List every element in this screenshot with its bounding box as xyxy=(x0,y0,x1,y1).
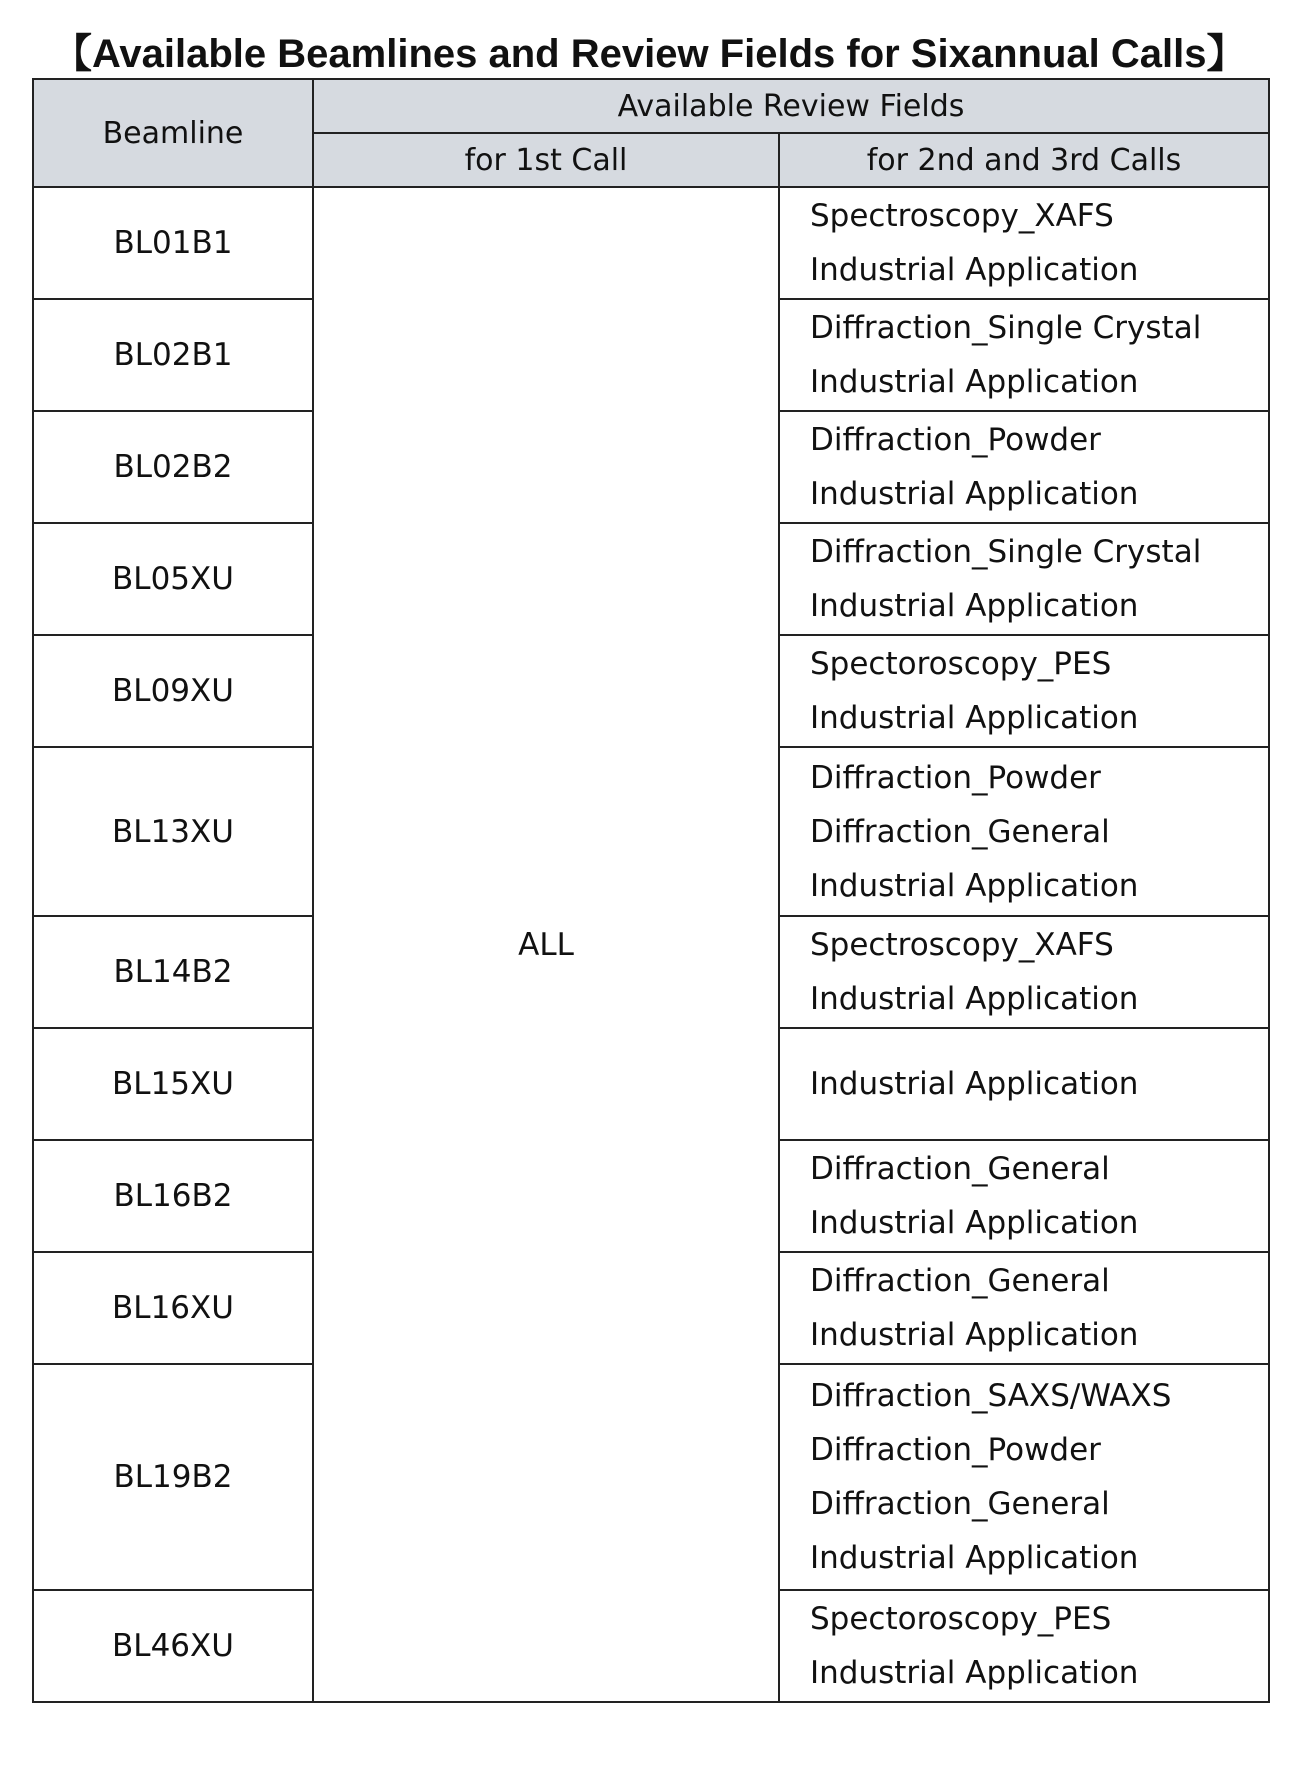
beamline-cell: BL02B1 xyxy=(33,299,313,411)
review-field: Diffraction_SAXS/WAXS xyxy=(810,1378,1172,1414)
header-available-review-fields: Available Review Fields xyxy=(313,79,1269,133)
review-field: Diffraction_General xyxy=(810,1486,1110,1522)
beamline-cell: BL15XU xyxy=(33,1028,313,1140)
review-field: Diffraction_Single Crystal xyxy=(810,534,1202,570)
review-field: Industrial Application xyxy=(810,1205,1139,1241)
review-field: Spectroscopy_XAFS xyxy=(810,927,1114,963)
review-field: Industrial Application xyxy=(810,364,1139,400)
beamline-cell: BL02B2 xyxy=(33,411,313,523)
beamline-cell: BL14B2 xyxy=(33,916,313,1028)
beamline-cell: BL16B2 xyxy=(33,1140,313,1252)
review-field: Diffraction_General xyxy=(810,1151,1110,1187)
page-title: 【Available Beamlines and Review Fields for Sixannual Calls】 xyxy=(52,32,1247,76)
review-fields-cell xyxy=(779,1140,1269,1252)
review-fields-cell xyxy=(779,299,1269,411)
beamline-cell: BL19B2 xyxy=(33,1364,313,1590)
review-field: Diffraction_General xyxy=(810,813,1110,850)
review-fields-cell xyxy=(779,916,1269,1028)
header-first-call: for 1st Call xyxy=(313,133,779,187)
review-field: Industrial Application xyxy=(810,476,1139,512)
review-field: Spectroscopy_XAFS xyxy=(810,198,1114,234)
review-field: Industrial Application xyxy=(810,1540,1139,1576)
review-fields-cell xyxy=(779,1364,1269,1590)
review-field: Industrial Application xyxy=(810,1066,1139,1102)
review-field: Diffraction_General xyxy=(810,1263,1110,1299)
beamline-cell: BL01B1 xyxy=(33,187,313,299)
review-field: Diffraction_Powder xyxy=(810,1432,1101,1468)
review-field: Industrial Application xyxy=(810,1655,1139,1691)
review-field: Spectoroscopy_PES xyxy=(810,646,1112,682)
review-field: Industrial Application xyxy=(810,867,1139,904)
review-field: Industrial Application xyxy=(810,252,1139,288)
table-row xyxy=(33,187,1269,299)
review-field: Industrial Application xyxy=(810,700,1139,736)
review-field: Spectoroscopy_PES xyxy=(810,1601,1112,1637)
review-field: Diffraction_Powder xyxy=(810,759,1101,796)
review-fields-cell xyxy=(779,1590,1269,1702)
review-fields-cell xyxy=(779,411,1269,523)
review-field: Diffraction_Single Crystal xyxy=(810,310,1202,346)
review-field: Industrial Application xyxy=(810,981,1139,1017)
review-fields-cell xyxy=(779,1028,1269,1140)
beamline-cell: BL46XU xyxy=(33,1590,313,1702)
beamline-table xyxy=(32,78,1270,1703)
table-body xyxy=(33,187,1269,1702)
table-header-row xyxy=(33,79,1269,133)
beamline-cell: BL13XU xyxy=(33,747,313,916)
review-field: Industrial Application xyxy=(810,588,1139,624)
review-fields-cell xyxy=(779,635,1269,747)
review-field: Industrial Application xyxy=(810,1317,1139,1353)
beamline-cell: BL09XU xyxy=(33,635,313,747)
review-fields-cell xyxy=(779,523,1269,635)
review-fields-cell xyxy=(779,187,1269,299)
header-later-calls: for 2nd and 3rd Calls xyxy=(779,133,1269,187)
header-beamline: Beamline xyxy=(33,79,313,187)
first-call-fields-cell: ALL xyxy=(313,187,779,1702)
beamline-cell: BL16XU xyxy=(33,1252,313,1364)
review-field: Diffraction_Powder xyxy=(810,422,1101,458)
review-fields-cell xyxy=(779,747,1269,916)
beamline-cell: BL05XU xyxy=(33,523,313,635)
review-fields-cell xyxy=(779,1252,1269,1364)
